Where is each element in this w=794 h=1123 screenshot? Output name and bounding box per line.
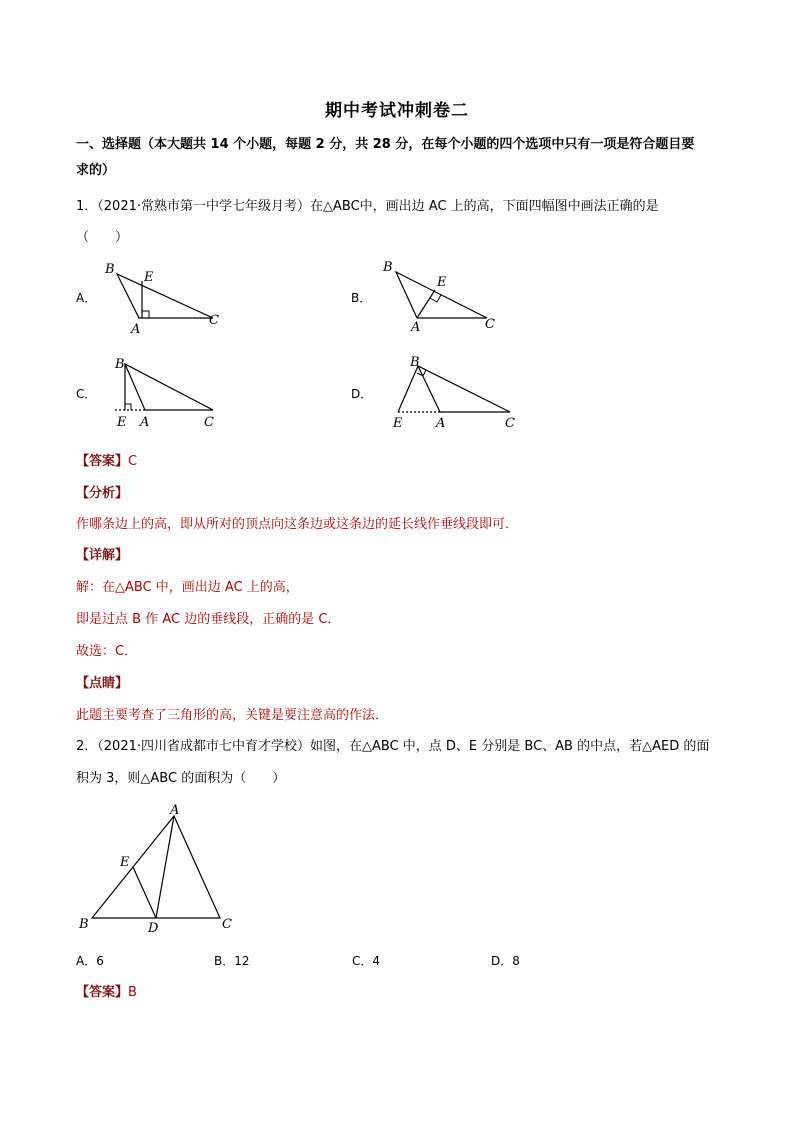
label-c: C <box>505 416 515 431</box>
label-a: A <box>140 415 150 430</box>
q1-detail-line1: 解：在△ABC 中，画出边 AC 上的高， <box>76 580 299 595</box>
q1-analysis-text: 作哪条边上的高，即从所对的顶点向这条边或这条边的延长线作垂线段即可． <box>76 517 519 532</box>
q2-option-a: A．6 <box>76 954 104 968</box>
q2-option-b: B．12 <box>214 954 250 968</box>
label-e: E <box>437 275 447 290</box>
label-c: C <box>209 313 219 328</box>
q2-option-d: D．8 <box>491 954 520 968</box>
label-b: B <box>79 917 89 932</box>
q2-option-c: C．4 <box>352 954 381 968</box>
q1-detail-line2: 即是过点 B 作 AC 边的垂线段，正确的是 C． <box>76 612 341 627</box>
label-e: E <box>144 270 154 285</box>
q1-option-a-label: A． <box>76 291 97 305</box>
q1-option-b-label: B． <box>351 291 372 305</box>
section-heading-line1: 一、选择题（本大题共 14 个小题，每题 2 分，共 28 分，在每个小题的四个选项中只有一项是符合题目要 <box>76 137 695 152</box>
label-a: A <box>131 322 141 336</box>
q2-answer <box>76 984 137 1002</box>
q1-answer <box>76 453 137 471</box>
q1-figure-a <box>95 256 235 336</box>
label-a: A <box>170 803 180 818</box>
q2-stem-line2: 积为 3，则△ABC 的面积为（ ） <box>76 771 286 786</box>
q2-stem-line1: 2．（2021·四川省成都市七中育才学校）如图，在△ABC 中，点 D、E 分别是 BC、AB 的中点，若△AED 的面 <box>76 739 710 754</box>
label-b: B <box>115 357 125 372</box>
section-heading-line2: 求的） <box>76 163 116 178</box>
q1-analysis-tag: 【分析】 <box>76 486 129 501</box>
answer-tag: 【答案】 <box>76 454 129 469</box>
q1-comment-tag: 【点睛】 <box>76 676 129 691</box>
label-e: E <box>393 416 403 431</box>
label-d: D <box>148 921 159 936</box>
q1-paren: （ ） <box>76 230 129 245</box>
answer-value: C <box>128 454 138 469</box>
label-a: A <box>436 416 446 431</box>
label-c: C <box>204 415 214 430</box>
label-b: B <box>410 355 420 370</box>
label-e: E <box>117 415 127 430</box>
label-a: A <box>411 320 421 335</box>
label-c: C <box>485 317 495 332</box>
label-b: B <box>105 262 115 277</box>
q1-figure-c <box>105 352 230 432</box>
page-title: 期中考试冲刺卷二 <box>325 101 469 121</box>
label-c: C <box>222 917 232 932</box>
q1-stem: 1．（2021·常熟市第一中学七年级月考）在△ABC中，画出边 AC 上的高，下面四幅图中画法正确的是 <box>76 199 659 214</box>
q1-figure-d <box>388 352 523 432</box>
q2-figure <box>74 798 244 938</box>
q1-option-d-label: D． <box>351 387 373 401</box>
q1-comment-text: 此题主要考查了三角形的高，关键是要注意高的作法． <box>76 708 389 723</box>
q1-figure-b <box>375 256 515 336</box>
label-e: E <box>120 855 130 870</box>
label-b: B <box>383 260 393 275</box>
answer-tag: 【答案】 <box>76 985 129 1000</box>
q1-option-c-label: C． <box>76 387 97 401</box>
q1-detail-tag: 【详解】 <box>76 548 129 563</box>
answer-value: B <box>128 985 137 1000</box>
q1-detail-line3: 故选：C． <box>76 644 138 659</box>
